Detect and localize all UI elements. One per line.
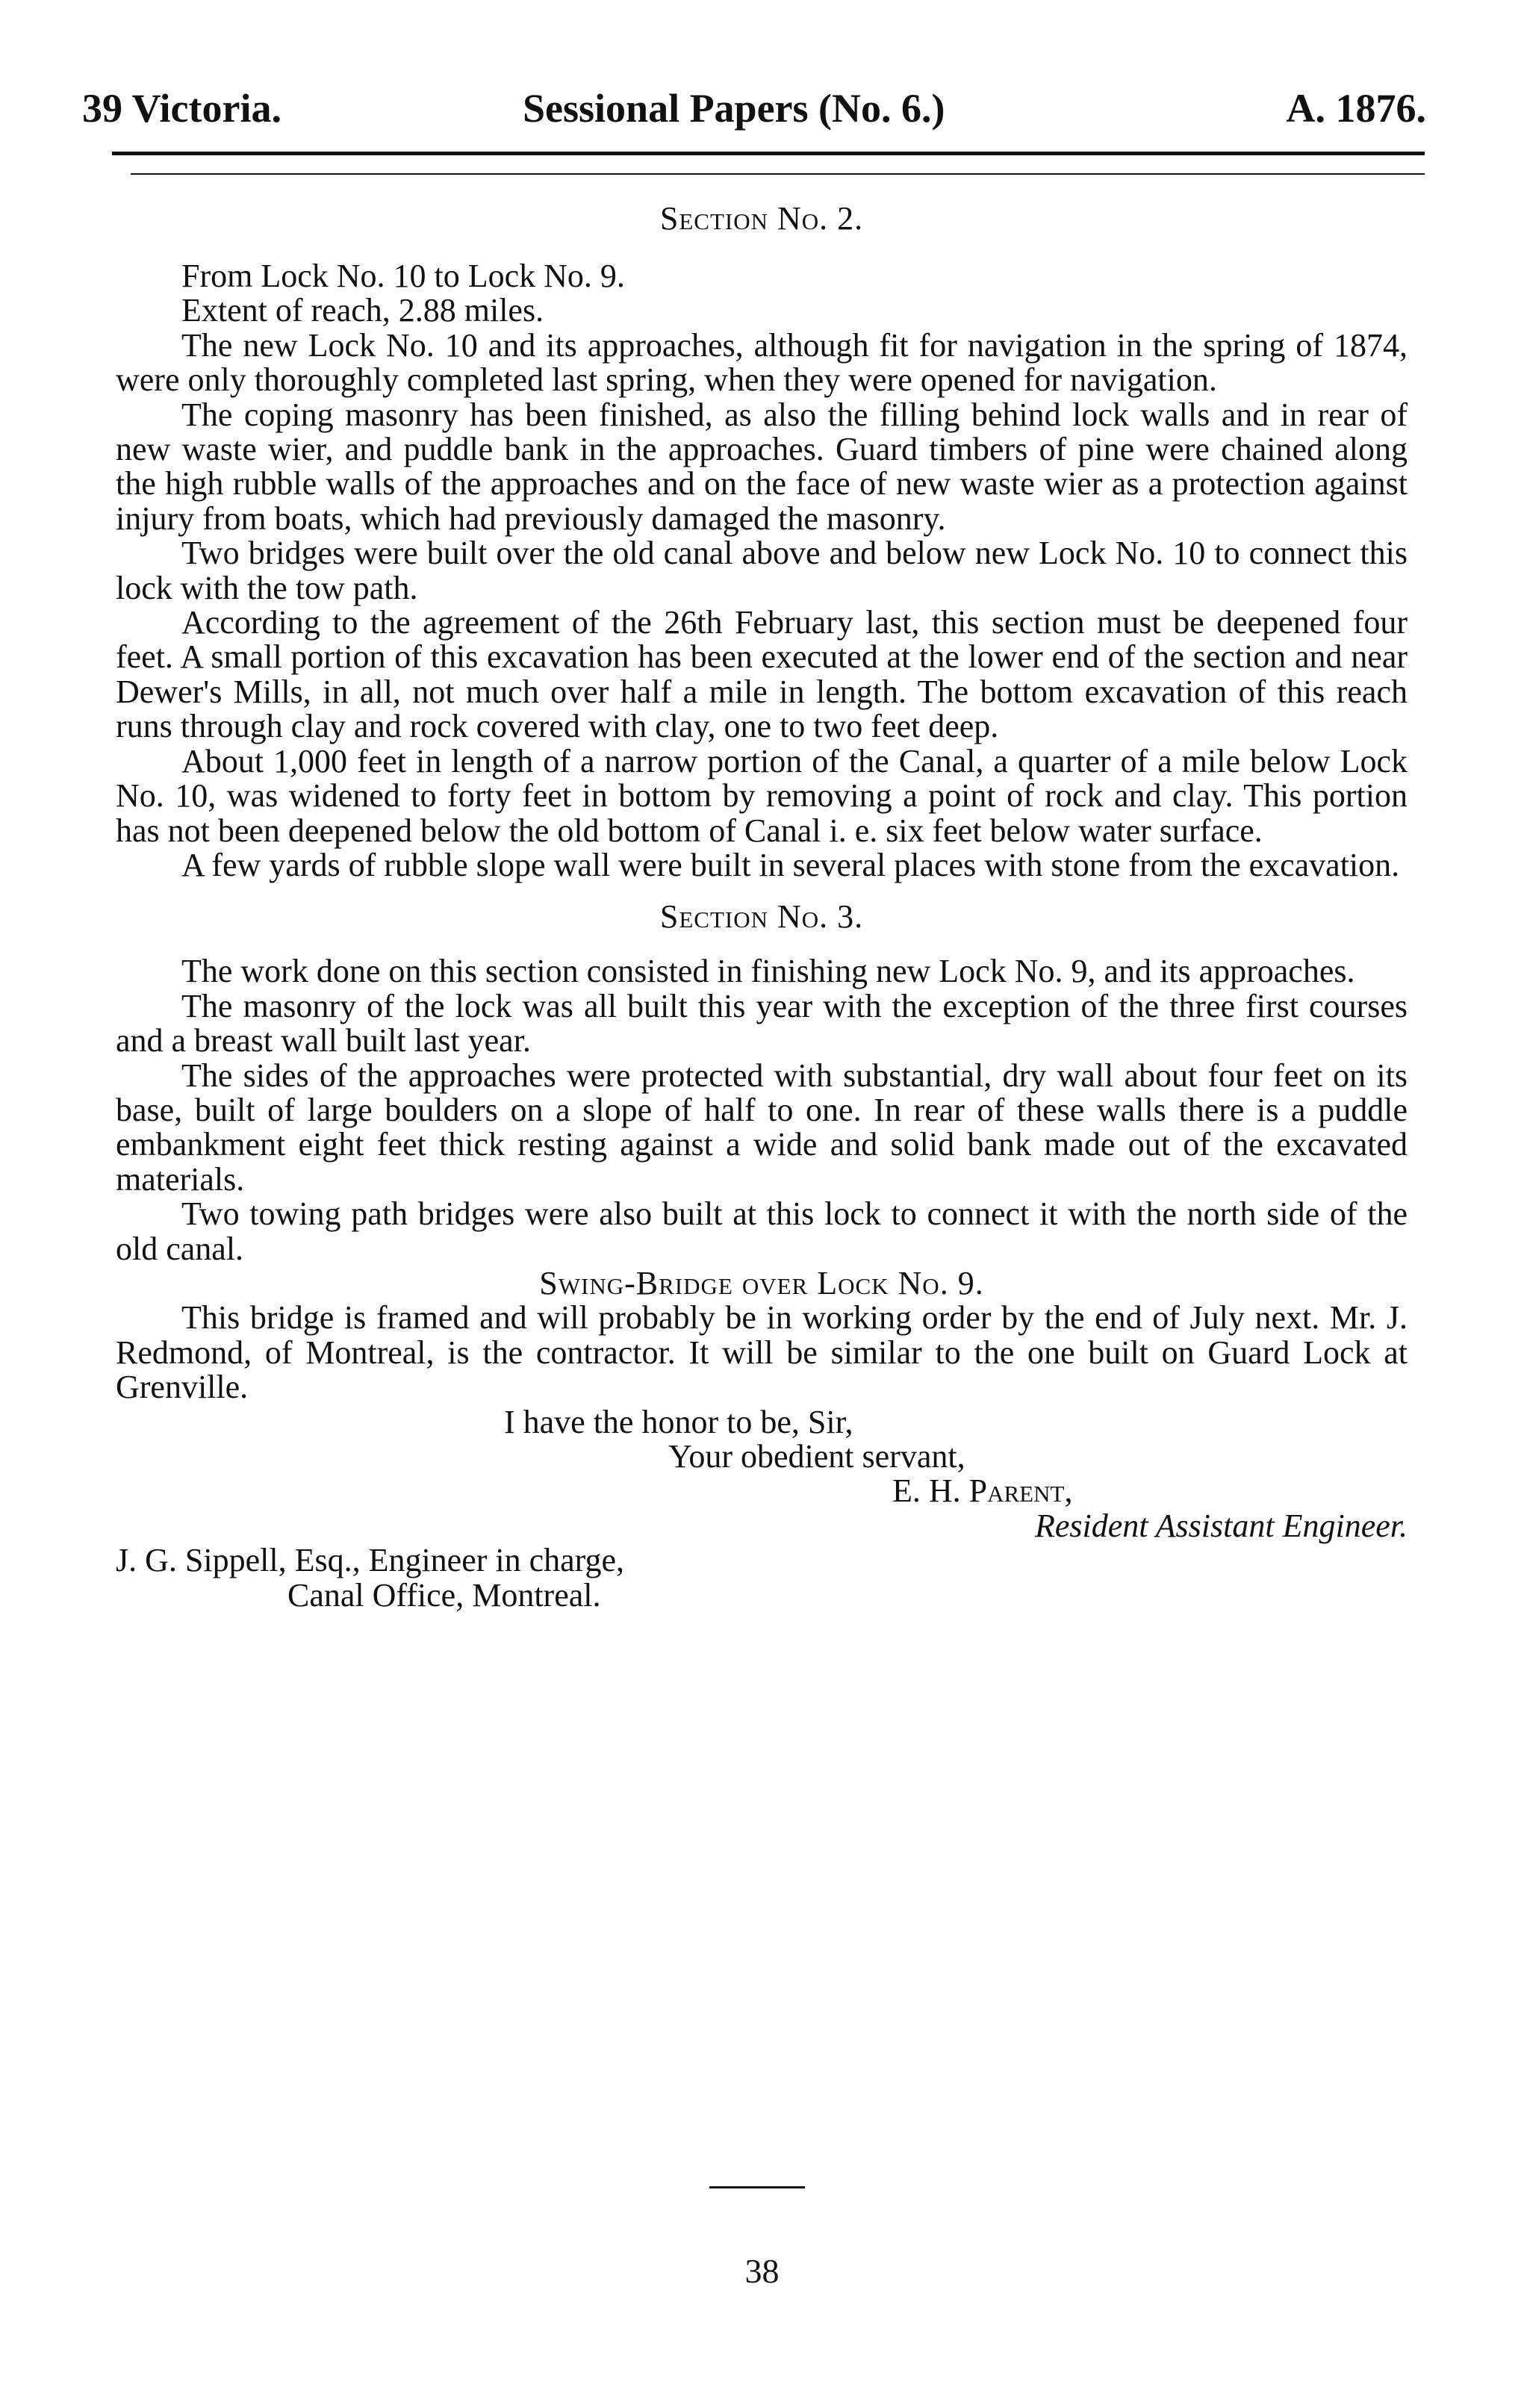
signoff [116, 1405, 1408, 1544]
paragraph: The new Lock No. 10 and its approaches, although fit for navigation in the spring of 1874, were only thoroughly completed last spring, when they were opened for navigation. [116, 326, 1408, 399]
header-title: Sessional Papers (No. 6.) [523, 86, 945, 131]
signoff-greeting: I have the honor to be, Sir, [504, 1403, 853, 1440]
section-2-heading: Section No. 2. [659, 200, 864, 237]
section-2-reach: From Lock No. 10 to Lock No. 9. [181, 258, 625, 294]
signoff-title: Resident Assistant Engineer. [1034, 1507, 1408, 1544]
page-number: 38 [744, 2252, 780, 2290]
swing-bridge-heading: Swing-Bridge over Lock No. 9. [539, 1264, 984, 1301]
document-body [116, 190, 1408, 1613]
recipient-address [116, 1543, 1408, 1613]
header-rule-thick [112, 152, 1425, 155]
section-3-heading: Section No. 3. [659, 898, 864, 936]
paragraph: A few yards of rubble slope wall were built in several places with stone from the excavation. [181, 846, 1400, 883]
paragraph: Two bridges were built over the old canal above and below new Lock No. 10 to connect this lock with the tow path. [116, 535, 1408, 606]
header-year: A. 1876. [1286, 86, 1426, 131]
paragraph: The work done on this section consisted in finishing new Lock No. 9, and its approaches. [181, 953, 1355, 990]
page-header [82, 78, 1426, 138]
header-volume: 39 Victoria. [82, 86, 282, 131]
paragraph: The coping masonry has been finished, as also the filling behind lock walls and in rear of new waste wier, and puddle bank in the approaches. Guard timbers of pine were chained along the high rubble walls of the approaches and on the face of new waste wier as a protection against injury from boats, which had previously damaged the masonry. [116, 396, 1408, 537]
signoff-name: E. H. Parent, [892, 1472, 1073, 1510]
paragraph: About 1,000 feet in length of a narrow portion of the Canal, a quarter of a mile below Lock No. 10, was widened to forty feet in bottom by removing a point of rock and clay. This portion has not been deepened below the old bottom of Canal i. e. six feet below water surface. [116, 742, 1408, 849]
address-line: J. G. Sippell, Esq., Engineer in charge, [116, 1542, 625, 1579]
paragraph: Two towing path bridges were also built at this lock to connect it with the north side of the old canal. [116, 1195, 1408, 1267]
paragraph: This bridge is framed and will probably be in working order by the end of July next. Mr. J. Redmond, of Montreal, is the contractor. It will be similar to the one built on Guard Lock at Grenville. [116, 1299, 1408, 1406]
paragraph: The masonry of the lock was all built this year with the exception of the three first courses and a breast wall built last year. [116, 987, 1408, 1060]
address-line: Canal Office, Montreal. [287, 1576, 601, 1614]
section-2-extent: Extent of reach, 2.88 miles. [181, 292, 544, 329]
footer-rule [709, 2186, 805, 2188]
signoff-closing: Your obedient servant, [668, 1438, 965, 1475]
paragraph: The sides of the approaches were protected with substantial, dry wall about four feet on its base, built of large boulders on a slope of half to one. In rear of these walls there is a puddle embankment eight feet thick resting against a wide and solid bank made out of the excavated materials. [116, 1057, 1408, 1198]
paragraph: According to the agreement of the 26th February last, this section must be deepened four feet. A small portion of this excavation has been executed at the lower end of the section and near Dewer's Mills, in all, not much over half a mile in length. The bottom excavation of this reach runs through clay and rock covered with clay, one to two feet deep. [116, 604, 1408, 745]
header-rule-thin [131, 173, 1425, 175]
